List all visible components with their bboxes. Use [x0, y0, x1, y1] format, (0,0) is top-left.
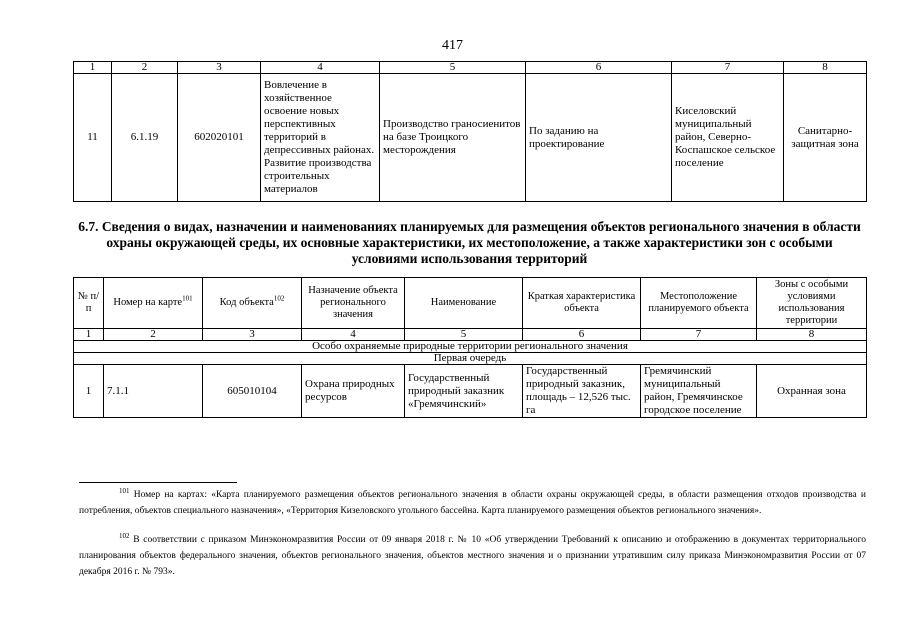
column-number: 7 — [672, 62, 784, 74]
cell-map-number: 7.1.1 — [104, 365, 203, 418]
column-number: 1 — [74, 62, 112, 74]
header-purpose: Назначение объекта регионального значения — [302, 278, 405, 329]
column-number: 4 — [261, 62, 380, 74]
column-number: 2 — [112, 62, 178, 74]
cell-characteristics: Государственный природный заказник, площадь – 12,526 тыс. га — [523, 365, 641, 418]
column-number: 5 — [405, 329, 523, 341]
column-number: 2 — [104, 329, 203, 341]
subgroup-row — [74, 353, 867, 365]
column-number: 4 — [302, 329, 405, 341]
header-characteristics: Краткая характеристика объекта — [523, 278, 641, 329]
footnote-marker: 102 — [119, 531, 130, 540]
header-name: Наименование — [405, 278, 523, 329]
page-number: 417 — [442, 38, 463, 53]
table-row — [74, 365, 867, 418]
group-title: Особо охраняемые природные территории регионального значения — [74, 341, 867, 353]
footnote-text: Номер на картах: «Карта планируемого размещения объектов регионального значения в области охраны окружающей среды, в области размещения отходов производства и потребления, объектов специального назначения», «Территория Кизеловского угольного бассейна. Карта планируемого размещения объектов регионального значения». — [79, 490, 866, 516]
section-heading: 6.7. Сведения о видах, назначении и наименованиях планируемых для размещения объектов регионального значения в области охраны окружающей среды, их основные характеристики, их местоположение, а также характеристики зон с особыми условиями использования территорий — [78, 219, 861, 266]
column-number: 5 — [380, 62, 526, 74]
cell-location: Гремячинский муниципальный район, Гремячинское городское поселение — [641, 365, 757, 418]
cell-zones: Санитарно-защитная зона — [784, 74, 867, 202]
column-number: 7 — [641, 329, 757, 341]
column-number: 3 — [178, 62, 261, 74]
header-map-number — [104, 278, 203, 329]
cell-zones: Охранная зона — [757, 365, 867, 418]
cell-name: Государственный природный заказник «Гремячинский» — [405, 365, 523, 418]
footnote-ref-102: 102 — [273, 294, 285, 303]
header-zones: Зоны с особыми условиями использования территории — [757, 278, 867, 329]
cell-location: Киселовский муниципальный район, Северно-Коспашское сельское поселение — [672, 74, 784, 202]
cell-purpose: Охрана природных ресурсов — [302, 365, 405, 418]
column-number: 6 — [523, 329, 641, 341]
column-number: 3 — [203, 329, 302, 341]
header-object-code-label: Код объекта — [219, 297, 274, 308]
column-number: 8 — [757, 329, 867, 341]
table-header — [74, 278, 867, 329]
cell-object-code: 605010104 — [203, 365, 302, 418]
table-objects-continued — [73, 61, 867, 202]
subgroup-title: Первая очередь — [74, 353, 867, 365]
table-environmental-objects — [73, 277, 867, 418]
cell-object-code: 602020101 — [178, 74, 261, 202]
group-row — [74, 341, 867, 353]
footnote-separator — [79, 482, 237, 483]
footnote-ref-101: 101 — [182, 294, 193, 303]
column-number: 6 — [526, 62, 672, 74]
cell-map-number: 6.1.19 — [112, 74, 178, 202]
cell-row-number: 1 — [74, 365, 104, 418]
table-header-numbers — [74, 62, 867, 74]
table-header-numbers — [74, 329, 867, 341]
footnote-101 — [79, 487, 866, 519]
footnote-marker: 101 — [119, 486, 130, 495]
table-row — [74, 74, 867, 202]
header-object-code — [203, 278, 302, 329]
column-number: 1 — [74, 329, 104, 341]
column-number: 8 — [784, 62, 867, 74]
cell-purpose: Вовлечение в хозяйственное освоение новых перспективных территорий в депрессивных районах. Развитие производства строительных материалов — [261, 74, 380, 202]
footnote-text: В соответствии с приказом Минэкономразвития России от 09 января 2018 г. № 10 «Об утверждении Требований к описанию и отображению в документах территориального планирования объектов федерального значения, объектов регионального значения, объектов местного значения и о признании утратившим силу приказа Минэкономразвития России от 07 декабря 2016 г. № 793». — [79, 535, 866, 577]
footnote-102 — [79, 532, 866, 580]
header-map-number-label: Номер на карте — [113, 297, 183, 308]
cell-name: Производство граносиенитов на базе Троицкого месторождения — [380, 74, 526, 202]
cell-row-number: 11 — [74, 74, 112, 202]
cell-characteristics: По заданию на проектирование — [526, 74, 672, 202]
header-number: № п/п — [74, 278, 104, 329]
header-location: Местоположение планируемого объекта — [641, 278, 757, 329]
